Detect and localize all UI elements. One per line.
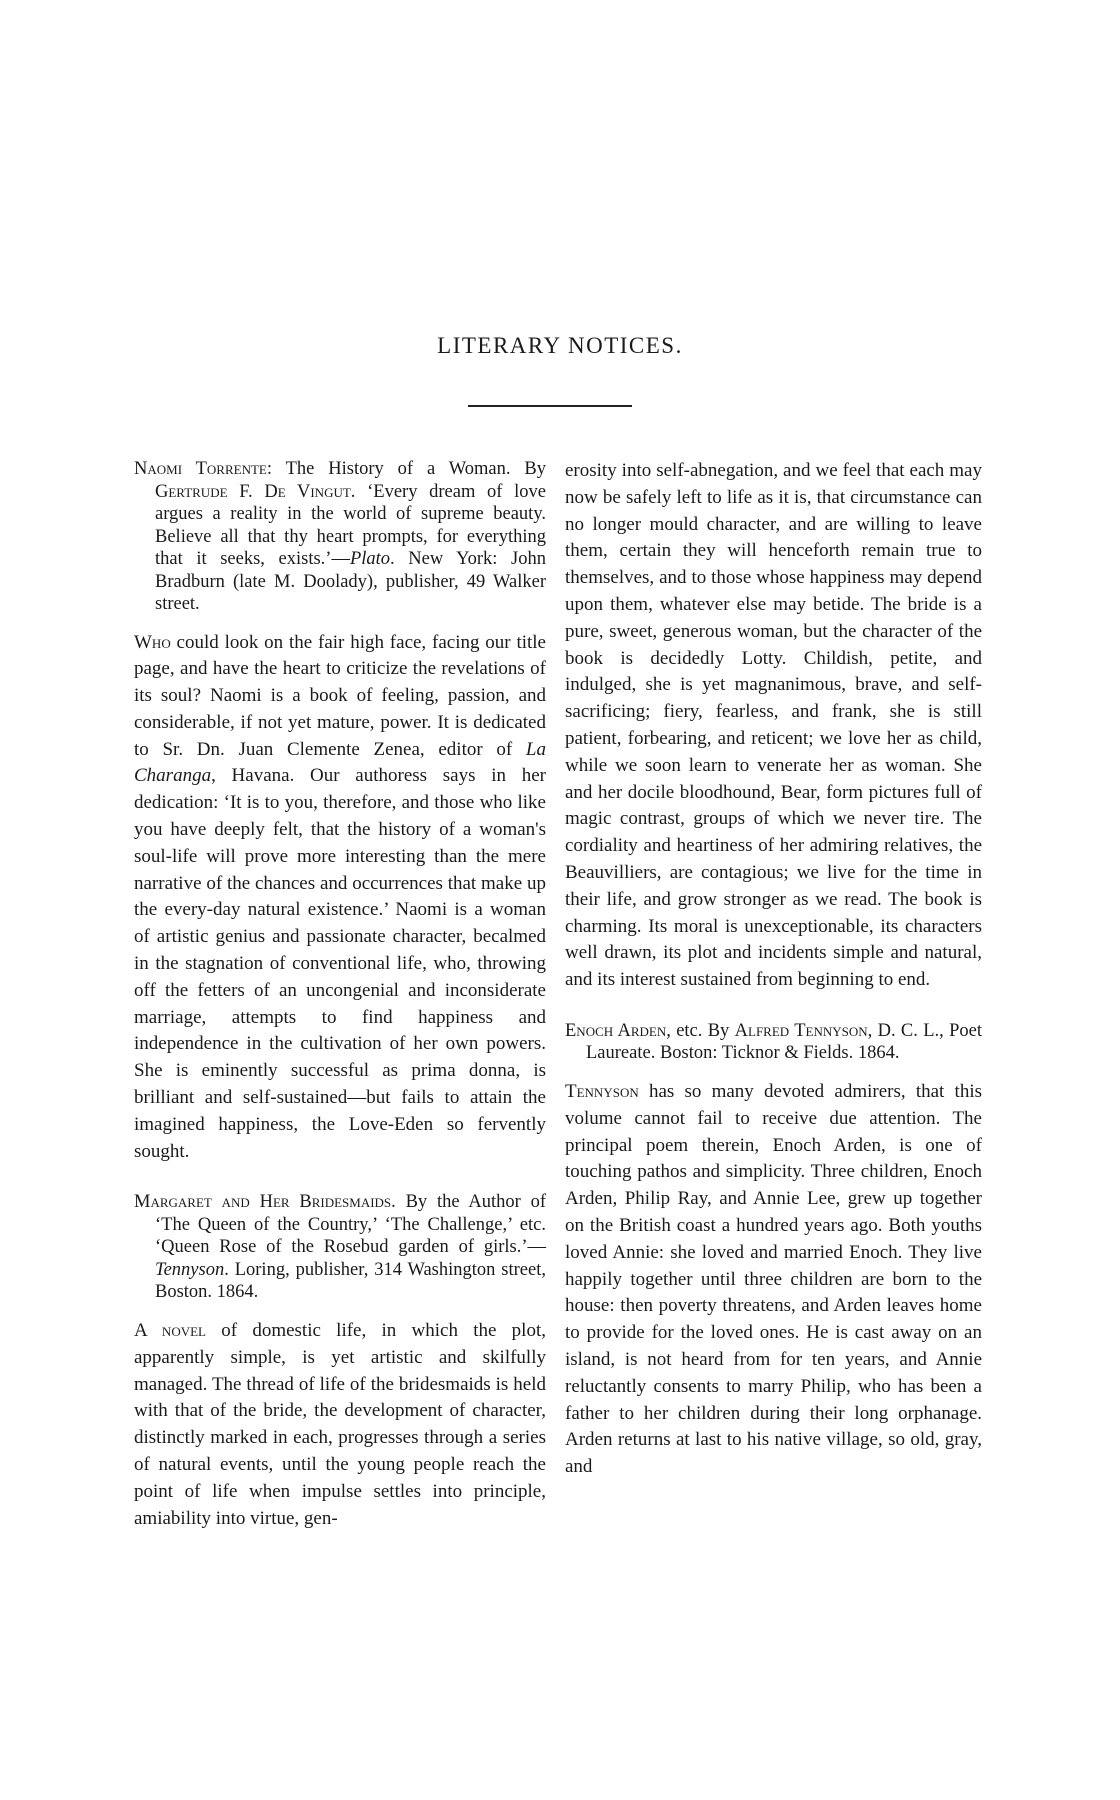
page-title: LITERARY NOTICES. xyxy=(437,333,683,358)
epigraph: . ‘Every dream of love argues a reality in the world of supreme beauty. Believe all that thy heart prompts, for everything that it seeks, exists.’— xyxy=(155,481,546,569)
periodical-title: La Charanga xyxy=(134,738,546,787)
body-text: erosity into self-abnegation, and we feel that each may now be safely left to life as it is, that circumstance can no longer mould character, and are willing to leave them, certain they will henceforth remain true to themselves, and to those whose happiness may depend upon them, whatever else may betide. The bride is a pure, sweet, generous woman, but the character of the book is decidedly Lotty. Childish, petite, and indulged, she is yet magnanimous, brave, and self-sacrificing; fiery, fearless, and frank, she is still patient, forbearing, and reticent; we love her as child, while we soon learn to venerate her as woman. She and her docile bloodhound, Bear, form pictures full of magic contrast, groups of which we never tire. The cordiality and heartiness of her admiring relatives, the Beauvilliers, are contagious; we live for the time in their life, and grow stronger as we read. The book is charming. Its moral is unexceptionable, its characters well drawn, its plot and incidents simple and natural, and its interest sustained from beginning to end. xyxy=(565,460,982,991)
notice-body-margaret-continued xyxy=(565,458,982,994)
heading-text: . By the Author of ‘The Queen of the Country,’ ‘The Challenge,’ etc. ‘Queen Rose of the Rosebud garden of girls.’— xyxy=(155,1192,546,1258)
publisher-info: . New York: John Bradburn (late M. Doolady), publisher, 49 Walker street. xyxy=(155,549,546,614)
notice-body-naomi xyxy=(134,630,546,1166)
body-text: , Havana. Our authoress says in her dedication: ‘It is to you, therefore, and those who like you have deeply felt, that the history of a woman's soul-life will prove more interesting than the mere narrative of the chances and occurrences that make up the every-day natural existence.’ Naomi is a woman of artistic genius and passionate character, becalmed in the stagnation of conventional life, who, throwing off the fetters of an uncongenial and inconsiderate marriage, attempts to find happiness and independence in the cultivation of her own powers. She is eminently successful as prima donna, is brilliant and self-sustained—but fails to attain the imagined happiness, the Love-Eden so fervently sought. xyxy=(134,765,546,1162)
notice-body-enoch xyxy=(565,1079,982,1481)
notice-heading-enoch xyxy=(565,1020,982,1065)
body-text: has so many devoted admirers, that this volume cannot fail to receive due attention. The principal poem therein, Enoch Arden, is one of touching pathos and simplicity. Three children, Enoch Arden, Philip Ray, and Annie Lee, grew up together on the British coast a hundred years ago. Both youths loved Annie: she loved and married Enoch. They live happily together until three children are born to the house: then poverty threatens, and Arden leaves home to provide for the loved ones. He is cast away on an island, is not heard from for ten years, and Annie reluctantly consents to marry Philip, who has been a father to her children during their long orphanage. Arden returns at last to his native village, so old, gray, and xyxy=(565,1080,982,1478)
notice-heading-margaret xyxy=(134,1191,546,1304)
right-column xyxy=(565,458,982,1481)
body-text: of domestic life, in which the plot, apparently simple, is yet artistic and skilfully managed. The thread of life of the bridesmaids is held with that of the bride, the development of character, distinctly marked in each, progresses through a series of natural events, until the young people reach the point of life when impulse settles into principle, amiability into virtue, gen- xyxy=(134,1319,546,1529)
title-rule xyxy=(468,405,632,407)
publisher-info: . Loring, publisher, 314 Washington street, Boston. 1864. xyxy=(155,1259,546,1303)
notice-body-margaret xyxy=(134,1318,546,1532)
notice-heading-naomi xyxy=(134,458,546,616)
heading-text: , etc. By xyxy=(666,1020,735,1041)
heading-text: : The History of a Woman. By xyxy=(266,459,547,479)
lead-word: Tennyson xyxy=(565,1080,639,1102)
publisher-info: , D. C. L., Poet Laureate. Boston: Ticknor & Fields. 1864. xyxy=(586,1020,982,1064)
book-title: Margaret and Her Bridesmaids xyxy=(134,1192,392,1213)
lead-word: Who xyxy=(134,631,171,653)
author-name: Gertrude F. De Vingut xyxy=(155,481,351,502)
book-title: Naomi Torrente xyxy=(134,459,267,479)
lead-word: A novel xyxy=(134,1319,206,1341)
epigraph-source: Plato xyxy=(349,549,391,569)
author-name: Alfred Tennyson xyxy=(734,1020,868,1041)
left-column xyxy=(134,458,546,1532)
body-text: could look on the fair high face, facing our title page, and have the heart to criticize the revelations of its soul? Naomi is a book of feeling, passion, and considerable, if not yet mature, power. It is dedicated to Sr. Dn. Juan Clemente Zenea, editor of xyxy=(134,631,546,760)
book-title: Enoch Arden xyxy=(565,1020,667,1041)
epigraph-source: Tennyson xyxy=(155,1259,225,1280)
